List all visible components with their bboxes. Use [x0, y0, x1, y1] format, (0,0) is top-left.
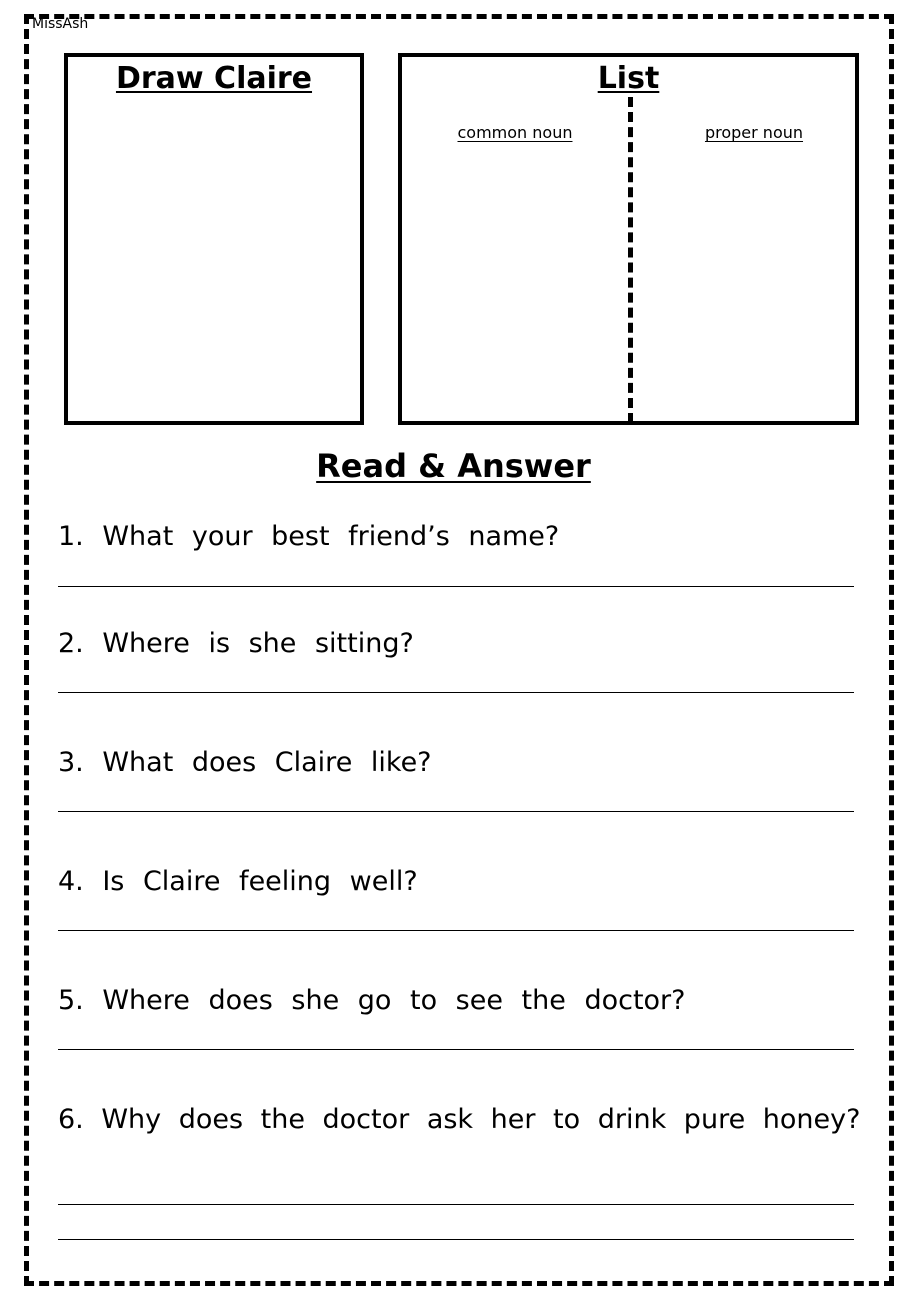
list-column-divider	[628, 97, 633, 423]
answer-line-3	[58, 811, 854, 812]
answer-line-6b	[58, 1239, 854, 1240]
question-1: 1. What your best friend’s name?	[58, 521, 560, 552]
proper-noun-column-label: proper noun	[704, 123, 804, 142]
question-5: 5. Where does she go to see the doctor?	[58, 985, 686, 1016]
answer-line-4	[58, 930, 854, 931]
question-3: 3. What does Claire like?	[58, 747, 432, 778]
answer-line-1	[58, 586, 854, 587]
answer-line-2	[58, 692, 854, 693]
section-title: Read & Answer	[316, 447, 591, 485]
author-label: MissAsh	[32, 16, 89, 32]
list-box	[398, 53, 859, 425]
question-2: 2. Where is she sitting?	[58, 628, 414, 659]
answer-line-5	[58, 1049, 854, 1050]
draw-box	[64, 53, 364, 425]
question-6: 6. Why does the doctor ask her to drink pure honey?	[58, 1104, 861, 1135]
draw-box-title: Draw Claire	[115, 61, 313, 96]
question-4: 4. Is Claire feeling well?	[58, 866, 418, 897]
common-noun-column-label: common noun	[457, 123, 573, 142]
list-box-title: List	[597, 61, 660, 96]
answer-line-6a	[58, 1204, 854, 1205]
